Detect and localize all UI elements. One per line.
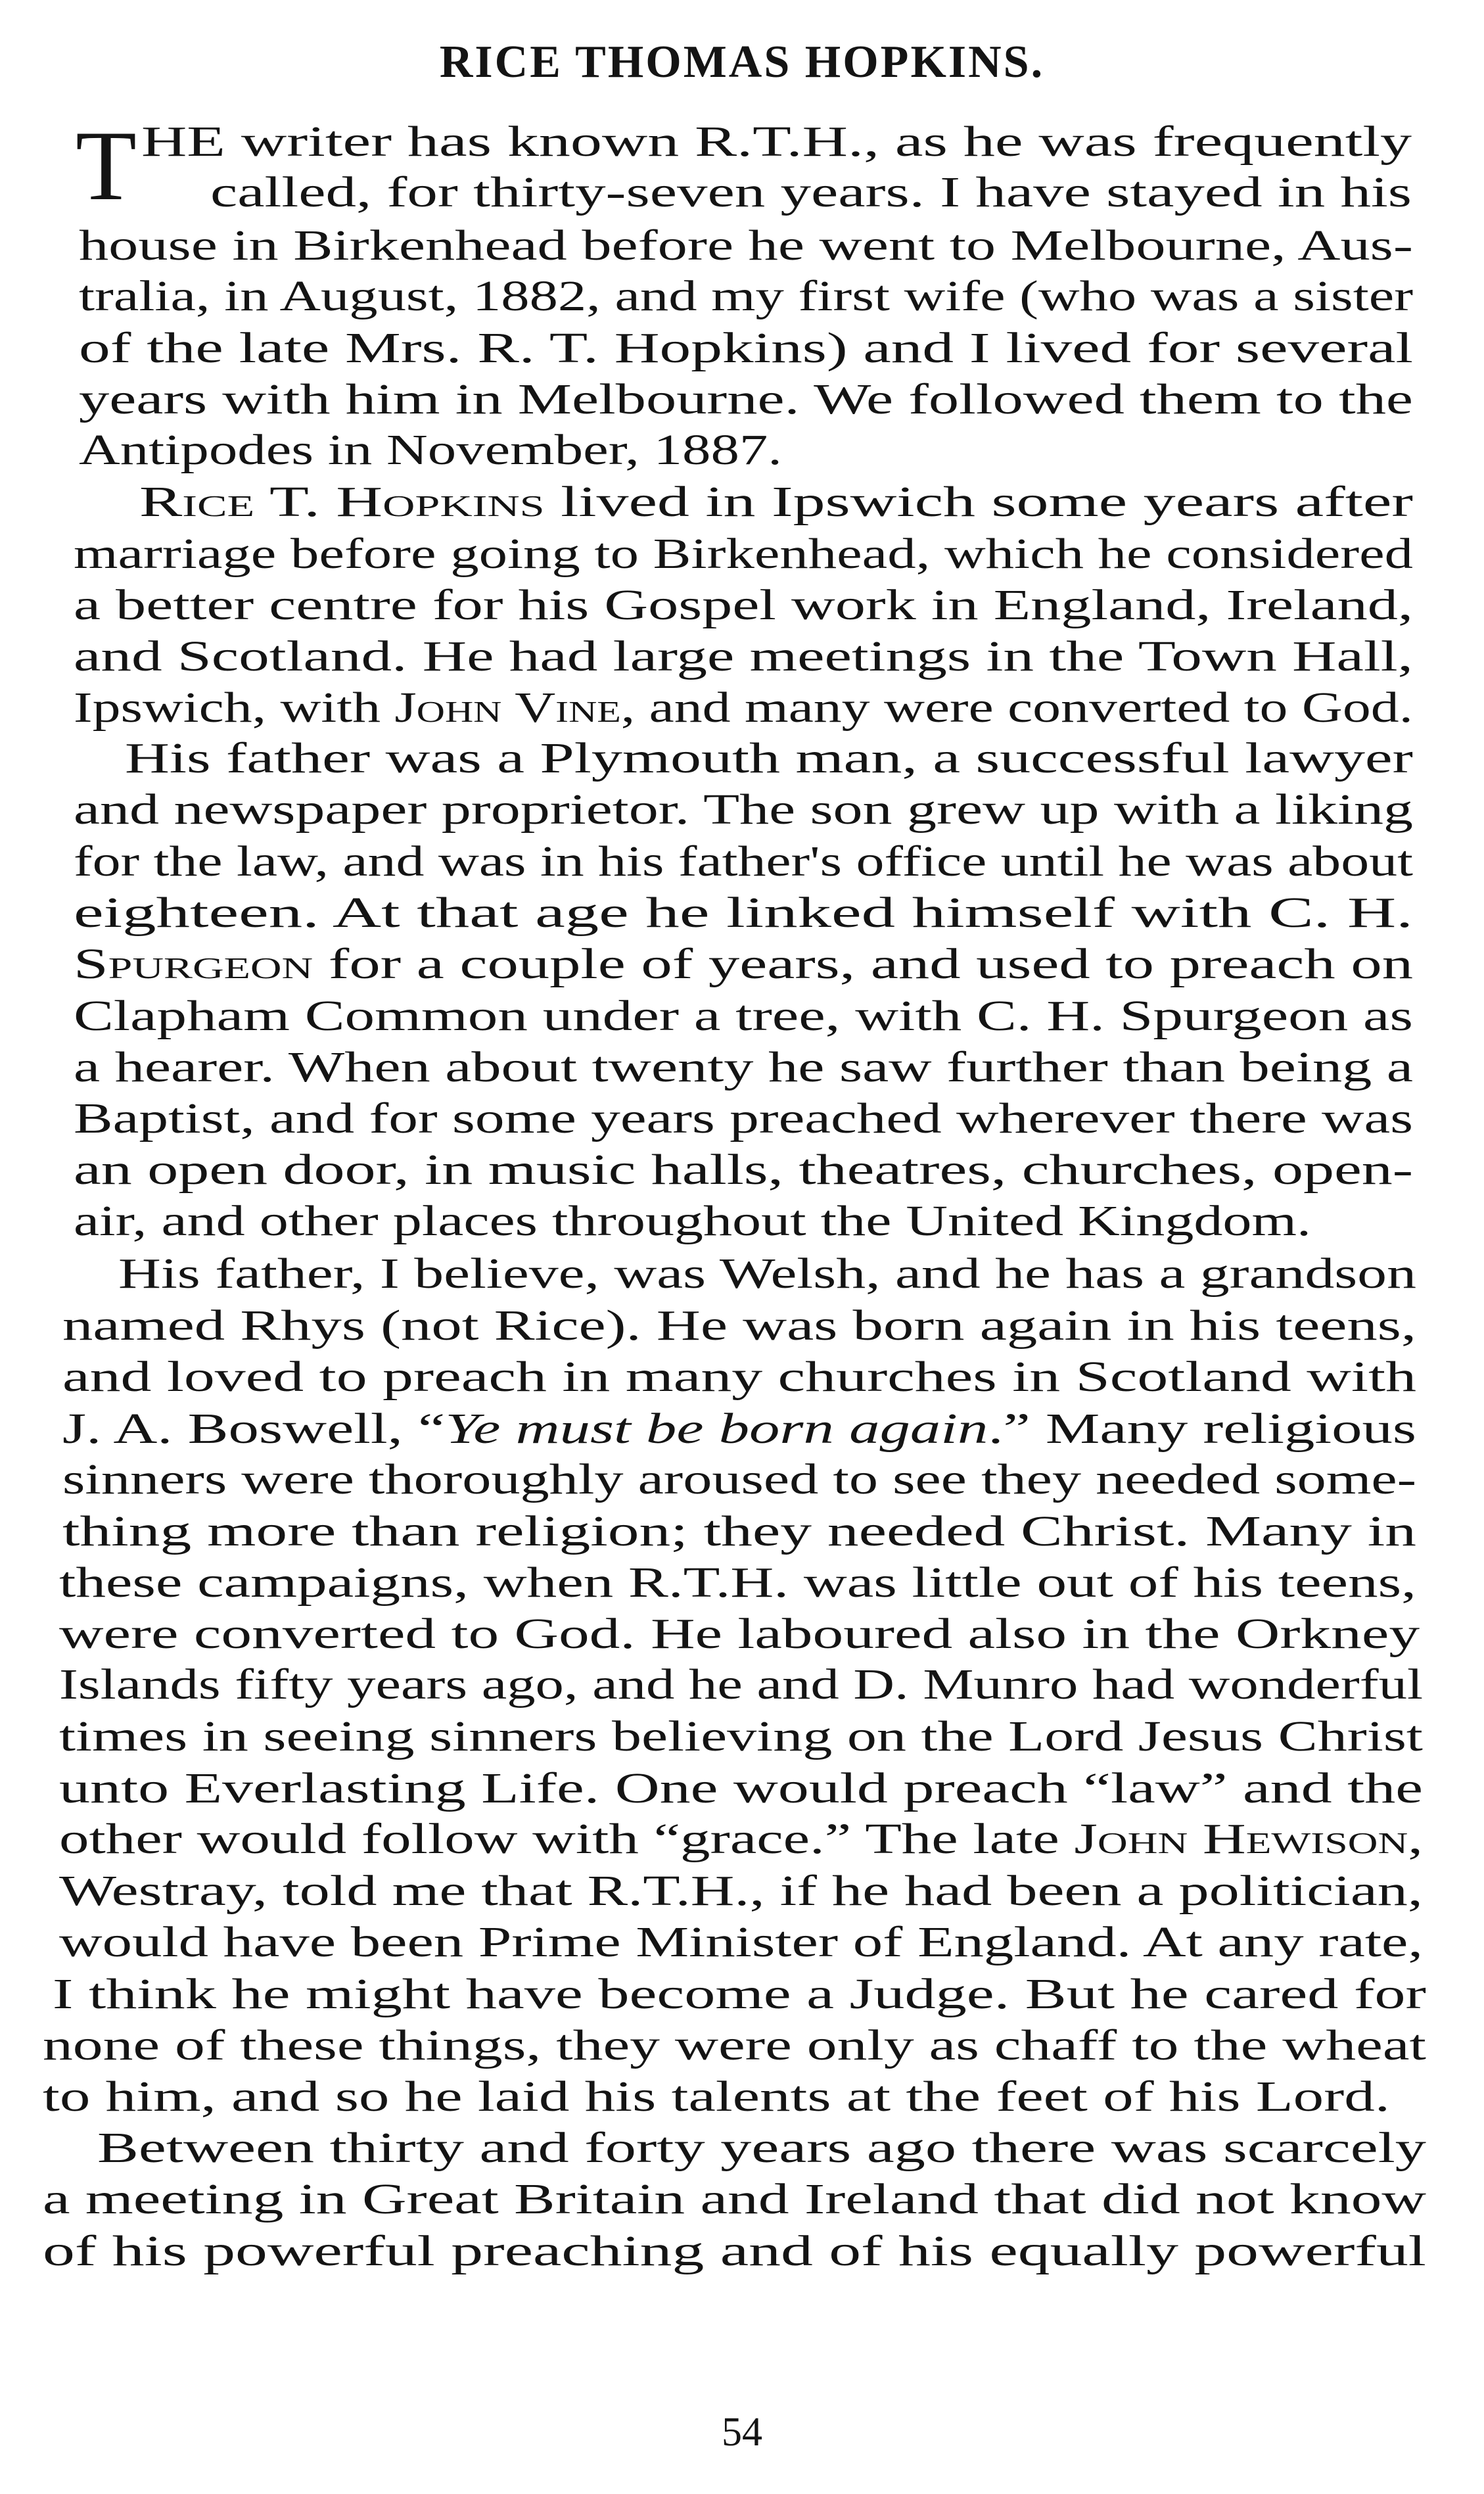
- text-line-content: [125, 732, 1413, 785]
- text-line: [141, 116, 1412, 168]
- text-run: these campaigns, when R.T.H. was little out of his teens,: [59, 1559, 1416, 1607]
- text-line: [74, 682, 1414, 734]
- text-run: , and many were converted to God.: [620, 684, 1414, 732]
- text-run: called, for thirty-seven years. I have stayed in his: [210, 168, 1412, 216]
- text-line: [74, 835, 1413, 888]
- text-line-content: [79, 322, 1413, 375]
- text-line-content: [59, 1813, 1423, 1866]
- text-line-content: [43, 2225, 1426, 2278]
- drop-cap: T: [76, 110, 137, 221]
- text-line-content: [59, 1659, 1423, 1711]
- text-line-content: [74, 1093, 1413, 1145]
- text-line-content: [141, 116, 1412, 168]
- text-line: [79, 373, 1413, 426]
- text-run: HE writer has known R.T.H., as he was frequently: [141, 118, 1412, 166]
- text-line-content: [59, 1762, 1423, 1815]
- text-line: [74, 990, 1413, 1043]
- text-line: [74, 1041, 1414, 1094]
- text-line-content: [62, 1505, 1416, 1558]
- text-run: Westray, told me that R.T.H., if he had been a politician,: [59, 1867, 1423, 1915]
- text-run: Baptist, and for some years preached wherever there was: [74, 1094, 1414, 1142]
- page-number: 54: [722, 2410, 762, 2455]
- text-line: [53, 1968, 1426, 2021]
- text-line: [62, 1505, 1417, 1558]
- text-line-content: [118, 1248, 1416, 1300]
- text-run: other would follow with “grace.” The late: [59, 1815, 1075, 1863]
- text-line: [74, 1195, 1312, 1248]
- text-run: years with him in Melbourne. We followed them to the: [79, 375, 1413, 423]
- text-line: [62, 1300, 1417, 1352]
- text-line-content: [139, 476, 1413, 529]
- text-line: [59, 1762, 1424, 1815]
- text-line-content: [79, 373, 1413, 426]
- text-line: [59, 1659, 1424, 1711]
- text-line-content: [43, 2071, 1390, 2123]
- text-run: a meeting in Great Britain and Ireland that did not know: [43, 2175, 1427, 2223]
- text-line-content: [74, 579, 1413, 632]
- text-line: [62, 1403, 1416, 1455]
- text-line: [139, 476, 1414, 529]
- text-run: and newspaper proprietor. The son grew up with a liking: [74, 786, 1413, 834]
- text-line-content: [79, 270, 1413, 323]
- text-line-content: [74, 1144, 1413, 1196]
- text-run: Clapham Common under a tree, with C. H. Spurgeon as: [74, 992, 1413, 1040]
- text-run: an open door, in music halls, theatres, churches, open-: [74, 1146, 1414, 1194]
- text-run: His father, I believe, was Welsh, and he has a grandson: [118, 1250, 1416, 1298]
- text-run: J. A. Boswell, “: [62, 1405, 446, 1453]
- text-line-content: [43, 2019, 1426, 2072]
- text-line: [74, 1093, 1414, 1145]
- text-run: of his powerful preaching and of his equally powerful: [43, 2227, 1426, 2275]
- text-line-content: [97, 2122, 1426, 2175]
- text-run: Islands fifty years ago, and he and D. Munro had wonderful: [59, 1660, 1424, 1708]
- text-line: [79, 270, 1414, 323]
- text-line: [43, 2173, 1427, 2226]
- text-run: to him, and so he laid his talents at the feet of his Lord.: [43, 2073, 1391, 2121]
- text-line: [74, 579, 1414, 632]
- text-line: [79, 220, 1413, 272]
- text-line-content: [74, 990, 1413, 1043]
- text-line-content: [62, 1300, 1416, 1352]
- small-caps-name: John Vine: [394, 684, 621, 732]
- text-line-content: [43, 2173, 1426, 2226]
- text-run: tralia, in August, 1882, and my first wife (who was a sister: [79, 272, 1414, 320]
- text-line-content: [74, 835, 1413, 888]
- text-line-content: [53, 1968, 1426, 2021]
- text-line: [62, 1453, 1417, 1506]
- text-line: [43, 2225, 1426, 2278]
- text-line: [59, 1916, 1424, 1969]
- text-line: [59, 1865, 1423, 1918]
- text-line: [74, 630, 1413, 683]
- text-line-content: [74, 682, 1413, 734]
- text-run: sinners were thoroughly aroused to see they needed some-: [62, 1455, 1417, 1503]
- text-line-content: [79, 220, 1413, 272]
- text-run: His father was a Plymouth man, a successful lawyer: [125, 734, 1413, 782]
- text-run: thing more than religion; they needed Christ. Many in: [62, 1507, 1417, 1555]
- text-line: [97, 2122, 1426, 2175]
- text-line: [74, 528, 1414, 580]
- text-line-content: [74, 630, 1413, 683]
- text-line: [59, 1710, 1423, 1763]
- text-run: unto Everlasting Life. One would preach “law” and the: [59, 1764, 1424, 1812]
- text-line: [118, 1248, 1416, 1300]
- text-run: Ipswich, with: [74, 684, 395, 732]
- text-line: [59, 1813, 1424, 1866]
- text-run: air, and other places throughout the United Kingdom.: [74, 1197, 1312, 1245]
- text-line-content: [62, 1403, 1416, 1455]
- text-line-content: [59, 1916, 1423, 1969]
- text-run: none of these things, they were only as chaff to the wheat: [43, 2021, 1426, 2069]
- text-line-content: [59, 1557, 1416, 1609]
- page-title: RICE THOMAS HOPKINS.: [439, 37, 1045, 87]
- text-line: [74, 887, 1413, 939]
- text-line: [79, 322, 1413, 375]
- text-run: lived in Ipswich some years after: [544, 478, 1414, 526]
- small-caps-name: John Hewison: [1074, 1815, 1408, 1863]
- text-line-content: [74, 1041, 1413, 1094]
- text-line: [74, 938, 1414, 991]
- text-run: ,: [1408, 1815, 1424, 1863]
- text-line: [59, 1557, 1416, 1609]
- text-line-content: [62, 1453, 1416, 1506]
- text-run: a better centre for his Gospel work in England, Ireland,: [74, 581, 1414, 629]
- text-line-content: [74, 784, 1413, 836]
- small-caps-name: Spurgeon: [74, 940, 313, 988]
- text-line: [43, 2071, 1391, 2123]
- text-run: and Scotland. He had large meetings in the Town Hall,: [74, 632, 1413, 680]
- text-line-content: [74, 938, 1413, 991]
- text-line-content: [210, 166, 1412, 219]
- text-line-content: [62, 1351, 1416, 1403]
- text-line-content: [59, 1710, 1423, 1763]
- text-run: for a couple of years, and used to preach on: [313, 940, 1414, 988]
- text-run: marriage before going to Birkenhead, which he considered: [74, 530, 1414, 578]
- text-line: [210, 166, 1412, 219]
- text-run: house in Birkenhead before he went to Melbourne, Aus-: [79, 222, 1413, 270]
- text-run: named Rhys (not Rice). He was born again in his teens,: [62, 1302, 1417, 1350]
- text-run: a hearer. When about twenty he saw further than being a: [74, 1043, 1414, 1091]
- text-run: and loved to preach in many churches in Scotland with: [62, 1353, 1416, 1401]
- text-line: [79, 424, 783, 477]
- text-line: [59, 1608, 1420, 1660]
- text-line-content: [74, 887, 1413, 939]
- text-line-content: [74, 1195, 1311, 1248]
- text-line: [74, 784, 1413, 836]
- text-line: [125, 732, 1413, 785]
- text-line: [43, 2019, 1426, 2072]
- text-run: I think he might have become a Judge. But he cared for: [53, 1970, 1426, 2018]
- text-run: were converted to God. He laboured also in the Orkney: [59, 1610, 1420, 1658]
- text-run: .” Many religious: [988, 1405, 1416, 1453]
- italic-quote: Ye must be born again: [445, 1405, 988, 1453]
- text-run: eighteen. At that age he linked himself with C. H.: [74, 889, 1413, 937]
- text-line-content: [59, 1865, 1423, 1918]
- small-caps-name: Rice T. Hopkins: [139, 478, 545, 526]
- text-line: [62, 1351, 1416, 1403]
- text-run: would have been Prime Minister of England. At any rate,: [59, 1918, 1424, 1966]
- text-line: [74, 1144, 1414, 1196]
- text-run: of the late Mrs. R. T. Hopkins) and I lived for several: [79, 324, 1413, 372]
- text-line-content: [59, 1608, 1420, 1660]
- text-run: for the law, and was in his father's office until he was about: [74, 837, 1413, 885]
- text-line-content: [79, 424, 782, 477]
- text-run: Antipodes in November, 1887.: [79, 426, 783, 474]
- text-run: Between thirty and forty years ago there was scarcely: [97, 2124, 1426, 2172]
- text-run: times in seeing sinners believing on the Lord Jesus Christ: [59, 1712, 1423, 1760]
- text-line-content: [74, 528, 1413, 580]
